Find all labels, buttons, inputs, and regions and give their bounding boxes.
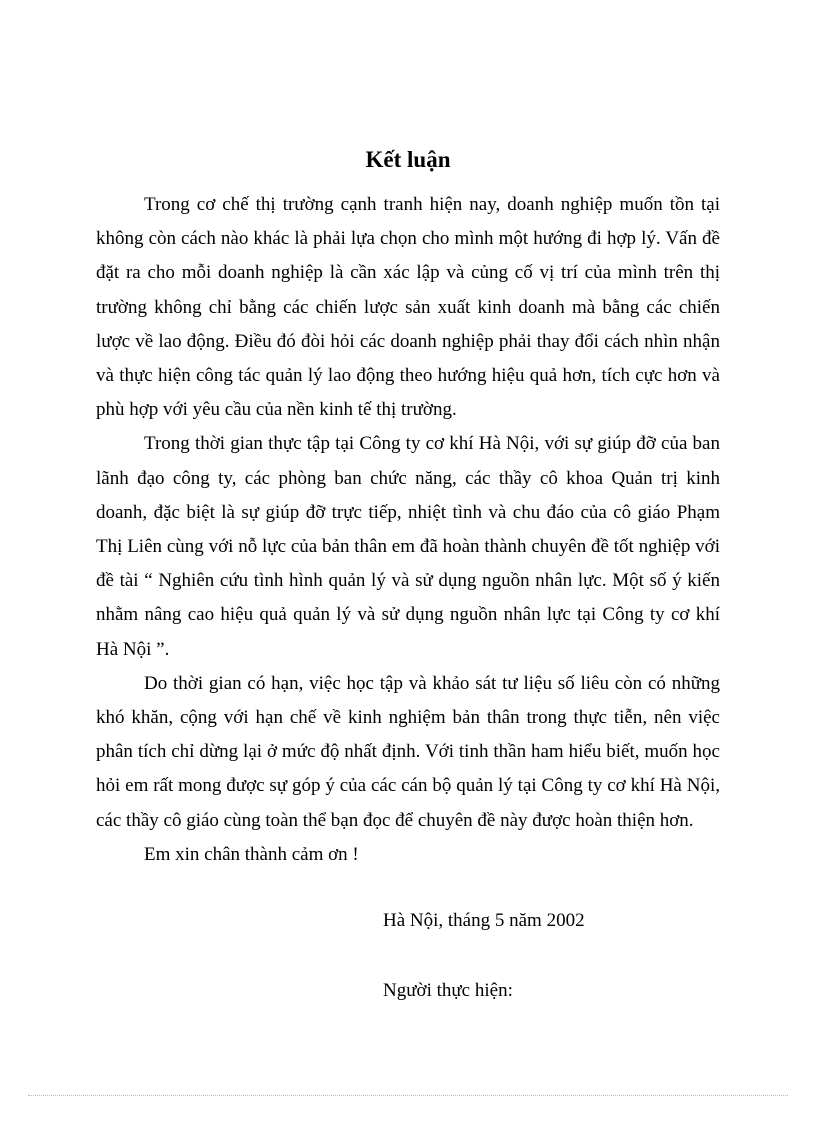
body-text — [96, 188, 720, 872]
paragraph-1: Trong cơ chế thị trường cạnh tranh hiện nay, doanh nghiệp muốn tồn tại không còn cách nào khác là phải lựa chọn cho mình một hướng đi hợp lý. Vấn đề đặt ra cho mỗi doanh nghiệp là cần xác lập và củng cố vị trí của mình trên thị trường không chỉ bằng các chiến lược sản xuất kinh doanh mà bằng các chiến lược về lao động. Điều đó đòi hỏi các doanh nghiệp phải thay đổi cách nhìn nhận và thực hiện công tác quản lý lao động theo hướng hiệu quả hơn, tích cực hơn và phù hợp với yêu cầu của nền kinh tế thị trường. — [96, 194, 720, 421]
footer-divider — [28, 1095, 788, 1096]
paragraph-2: Trong thời gian thực tập tại Công ty cơ khí Hà Nội, với sự giúp đỡ của ban lãnh đạo công ty, các phòng ban chức năng, các thầy cô khoa Quản trị kinh doanh, đặc biệt là sự giúp đỡ trực tiếp, nhiệt tình và chu đáo của cô giáo Phạm Thị Liên cùng với nỗ lực của bản thân em đã hoàn thành chuyên đề tốt nghiệp với đề tài “ Nghiên cứu tình hình quản lý và sử dụng nguồn nhân lực. Một số ý kiến nhằm nâng cao hiệu quả quản lý và sử dụng nguồn nhân lực tại Công ty cơ khí Hà Nội ”. — [96, 433, 720, 660]
author-label: Người thực hiện: — [383, 980, 513, 1001]
page-title: Kết luận — [365, 147, 451, 172]
paragraph-4: Em xin chân thành cảm ơn ! — [144, 843, 359, 865]
place-date: Hà Nội, tháng 5 năm 2002 — [383, 910, 585, 931]
paragraph-3: Do thời gian có hạn, việc học tập và khảo sát tư liệu số liêu còn có những khó khăn, cộng với hạn chế về kinh nghiệm bản thân trong thực tiễn, nên việc phân tích chỉ dừng lại ở mức độ nhất định. Với tinh thần ham hiểu biết, muốn học hỏi em rất mong được sự góp ý của các cán bộ quản lý tại Công ty cơ khí Hà Nội, các thầy cô giáo cùng toàn thể bạn đọc để chuyên đề này được hoàn thiện hơn. — [96, 672, 720, 831]
